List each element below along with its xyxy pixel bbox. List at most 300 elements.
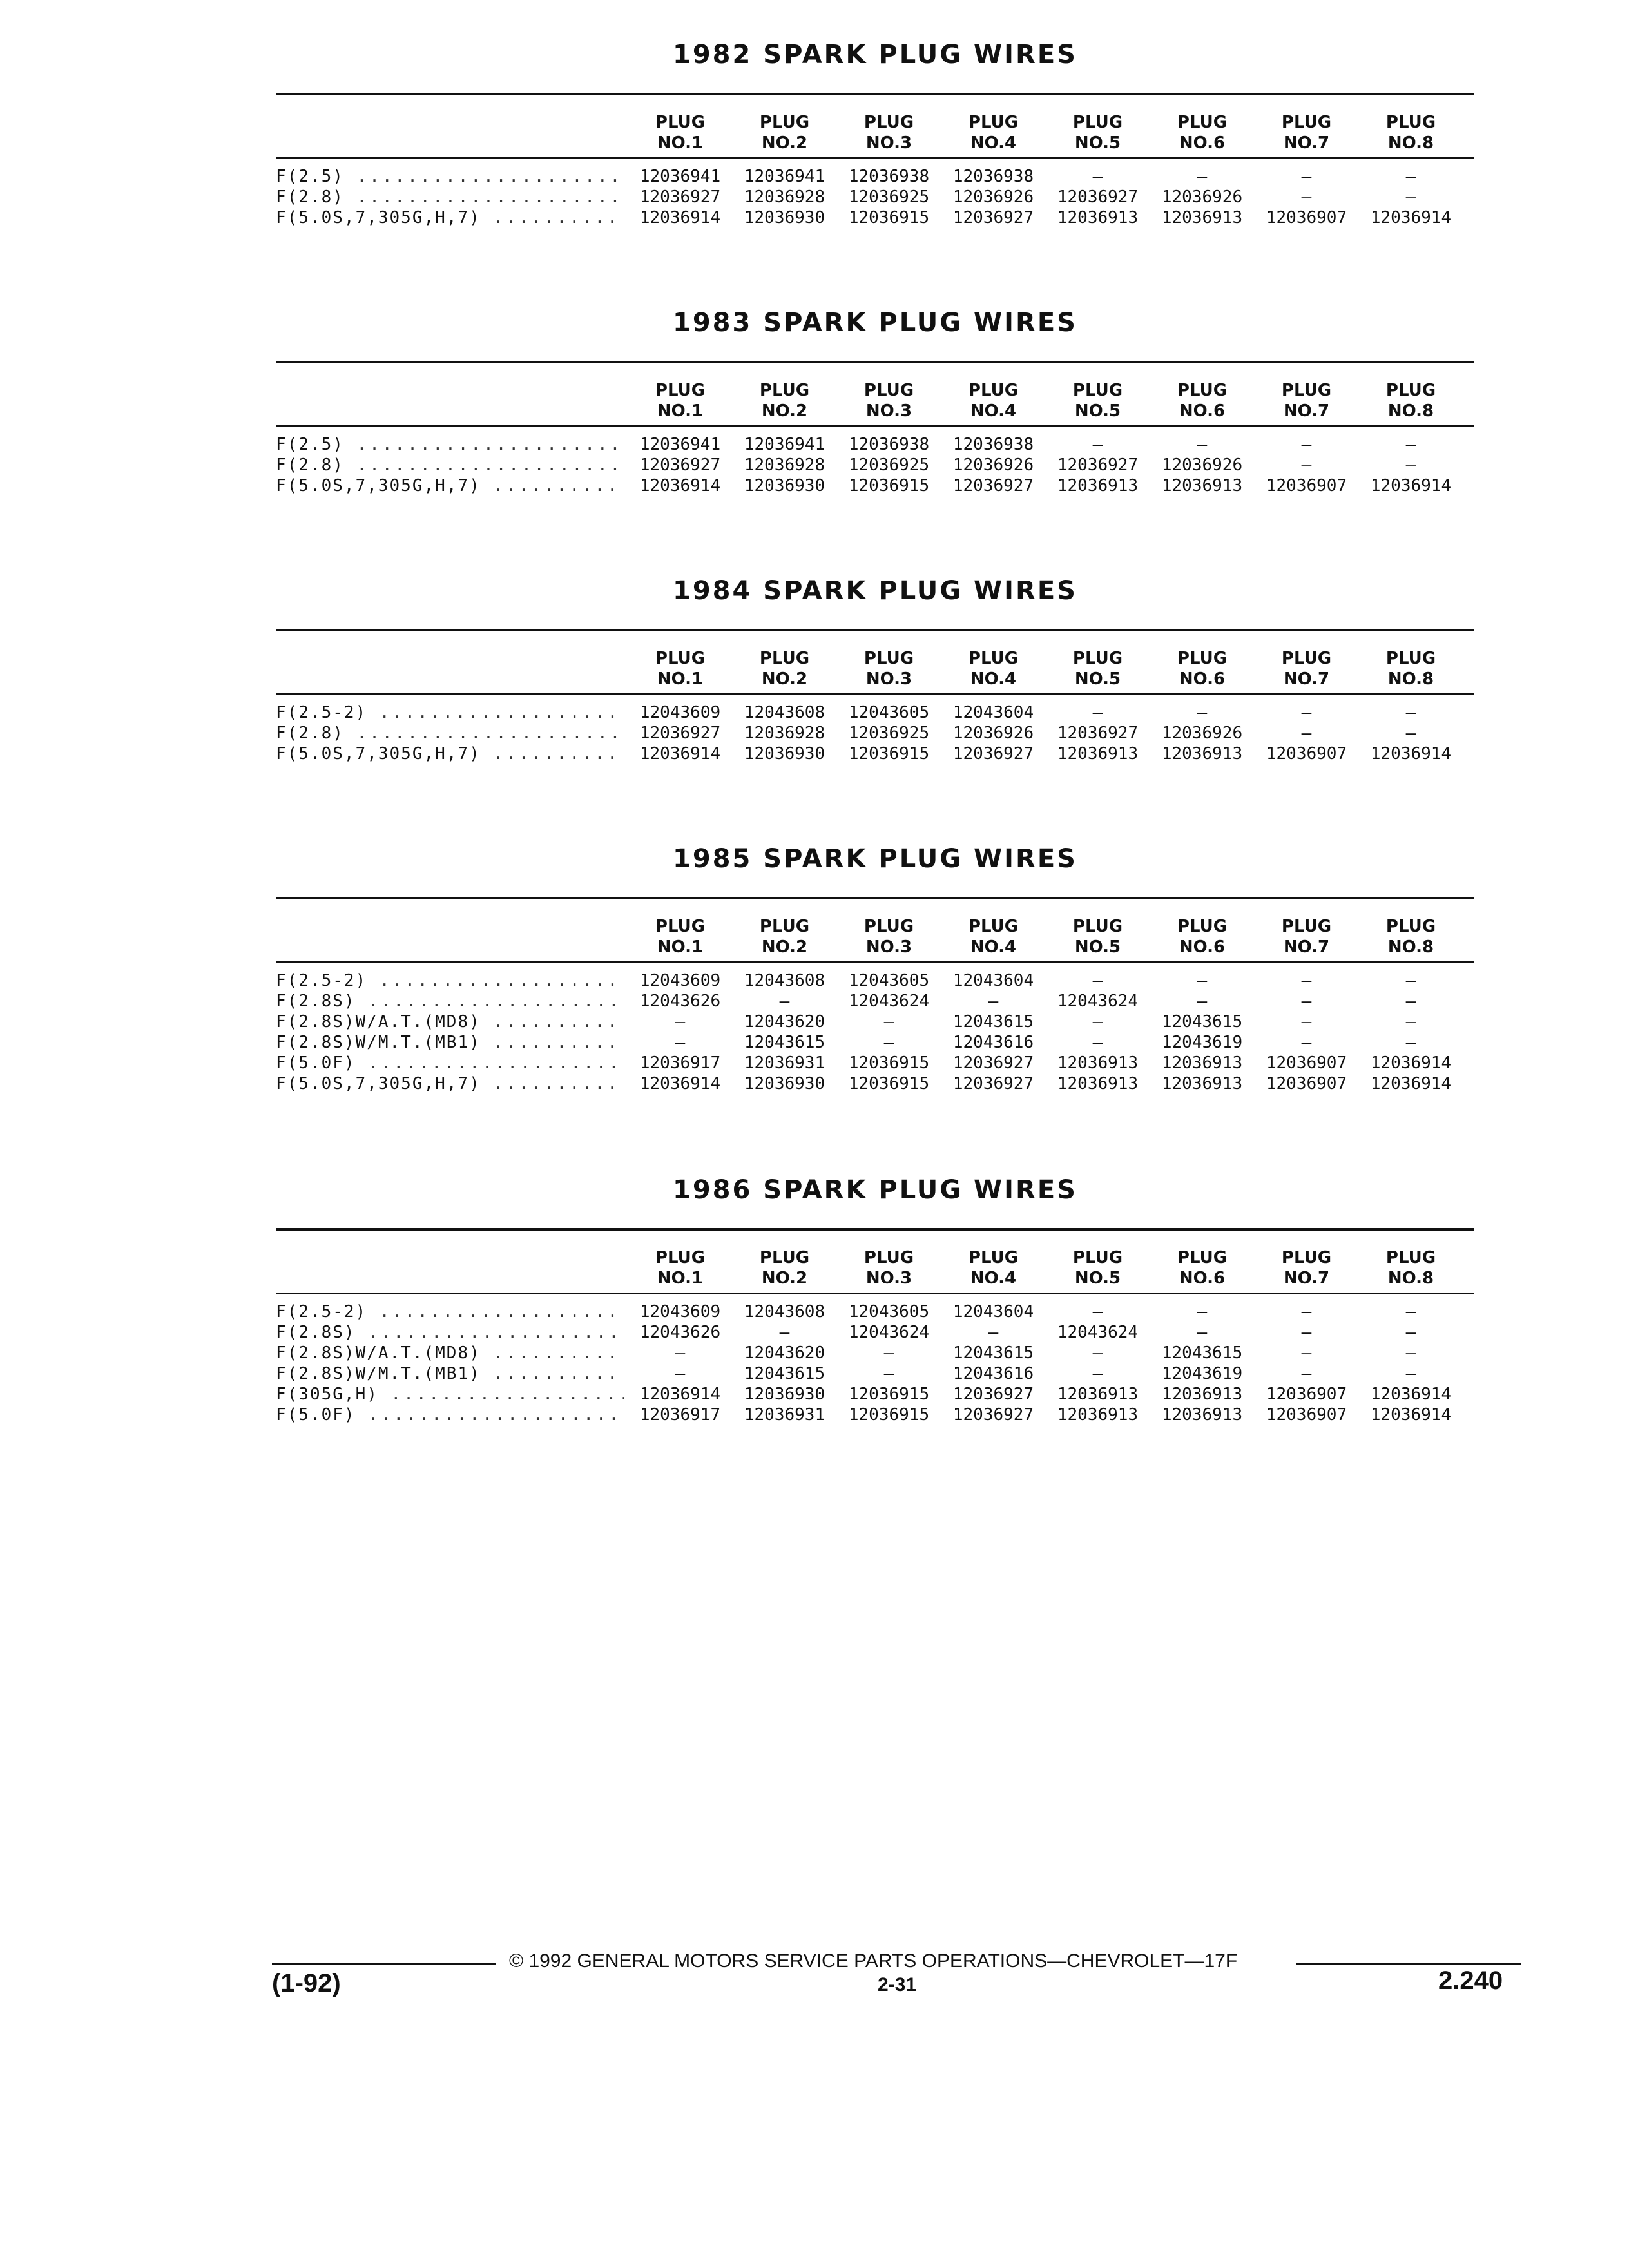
plug-header-bottom: NO.1	[657, 669, 704, 689]
part-number-cell: 12036914	[1370, 208, 1452, 227]
part-number-cell: —	[1405, 1364, 1416, 1383]
part-number-cell: 12036915	[848, 476, 930, 495]
section-rule	[276, 629, 1474, 631]
plug-header-6	[1149, 1247, 1255, 1289]
part-number-cell: —	[1301, 456, 1312, 475]
part-number-cell: 12036925	[848, 187, 930, 207]
plug-header-bottom: NO.8	[1387, 937, 1434, 957]
row-label: F(2.8S) .....	[276, 991, 624, 1012]
plug-header-7	[1253, 1247, 1360, 1289]
part-number-cell: 12036917	[639, 1405, 721, 1425]
part-number-cell: 12036931	[744, 1053, 825, 1073]
table-row	[276, 1302, 1474, 1322]
plug-header-bottom: NO.8	[1387, 669, 1434, 689]
plug-header-top: PLUG	[1072, 1248, 1123, 1267]
table-row	[276, 1384, 1474, 1405]
row-label: F(2.8S) .....	[276, 1322, 624, 1343]
part-number-cell: —	[1405, 456, 1416, 475]
part-number-cell: 12043604	[952, 703, 1034, 722]
plug-header-1	[627, 648, 733, 689]
rows	[276, 434, 1474, 496]
section-title: 1986 SPARK PLUG WIRES	[673, 1175, 1077, 1205]
part-number-cell: —	[1197, 703, 1208, 722]
plug-header-top: PLUG	[1385, 917, 1436, 936]
part-number-cell: —	[1405, 1323, 1416, 1342]
part-number-cell: 12036928	[744, 187, 825, 207]
row-label: F(5.0F) .....	[276, 1405, 624, 1425]
plug-header-top: PLUG	[1385, 1248, 1436, 1267]
plug-header-bottom: NO.7	[1283, 937, 1330, 957]
part-number-cell: 12036938	[848, 167, 930, 186]
plug-header-8	[1358, 380, 1464, 421]
part-number-cell: —	[1405, 187, 1416, 207]
rows	[276, 166, 1474, 228]
part-number-cell: —	[1197, 992, 1208, 1011]
plug-header-bottom: NO.3	[865, 1269, 912, 1288]
part-number-cell: 12036927	[952, 208, 1034, 227]
plug-header-bottom: NO.1	[657, 401, 704, 421]
plug-header-row	[276, 112, 1474, 157]
table-row	[276, 207, 1474, 228]
date-code: (1-92)	[272, 1969, 341, 1997]
table-row	[276, 1363, 1474, 1384]
table-row	[276, 455, 1474, 476]
table-row	[276, 166, 1474, 187]
row-label: F(2.5) .....	[276, 166, 624, 187]
plug-header-top: PLUG	[1177, 917, 1228, 936]
plug-header-top: PLUG	[1072, 113, 1123, 132]
row-label: F(2.8S)W/A.T.(MD8) .....	[276, 1343, 624, 1363]
part-number-cell: 12036925	[848, 456, 930, 475]
plug-header-top: PLUG	[1177, 381, 1228, 400]
plug-header-1	[627, 1247, 733, 1289]
section-rule	[276, 93, 1474, 95]
plug-header-7	[1253, 916, 1360, 957]
part-number-cell: 12036938	[952, 435, 1034, 454]
table-row	[276, 1012, 1474, 1032]
part-number-cell: 12036915	[848, 1053, 930, 1073]
table-row	[276, 1343, 1474, 1363]
plug-header-row	[276, 1247, 1474, 1293]
plug-header-bottom: NO.2	[761, 669, 808, 689]
plug-header-4	[940, 916, 1046, 957]
part-number-cell: —	[1092, 1033, 1103, 1052]
part-number-cell: —	[1405, 1343, 1416, 1363]
plug-header-row	[276, 380, 1474, 425]
part-number-cell: 12036930	[744, 744, 825, 764]
page-number: 2-31	[878, 1974, 917, 1995]
row-label: F(5.0S,7,305G,H,7) .....	[276, 207, 624, 228]
plug-header-bottom: NO.3	[865, 937, 912, 957]
part-number-cell: 12043605	[848, 703, 930, 722]
part-number-cell: —	[1301, 167, 1312, 186]
rows	[276, 970, 1474, 1094]
part-number-cell: —	[1197, 1302, 1208, 1321]
plug-header-top: PLUG	[759, 917, 810, 936]
part-number-cell: 12036913	[1161, 1385, 1243, 1404]
plug-header-top: PLUG	[1281, 917, 1332, 936]
plug-header-bottom: NO.2	[761, 1269, 808, 1288]
part-number-cell: 12036914	[639, 1385, 721, 1404]
part-number-cell: 12036914	[1370, 1074, 1452, 1093]
part-number-cell: 12036907	[1266, 1053, 1347, 1073]
part-number-cell: 12036925	[848, 724, 930, 743]
plug-header-bottom: NO.8	[1387, 401, 1434, 421]
plug-header-bottom: NO.8	[1387, 1269, 1434, 1288]
part-number-cell: 12036930	[744, 1385, 825, 1404]
part-number-cell: 12043615	[952, 1012, 1034, 1032]
part-number-cell: —	[675, 1033, 686, 1052]
plug-header-bottom: NO.5	[1074, 937, 1121, 957]
plug-header-bottom: NO.5	[1074, 401, 1121, 421]
part-number-cell: 12036917	[639, 1053, 721, 1073]
plug-header-bottom: NO.5	[1074, 669, 1121, 689]
part-number-cell: 12036913	[1161, 1074, 1243, 1093]
part-number-cell: —	[1301, 1364, 1312, 1383]
part-number-cell: —	[1092, 971, 1103, 990]
plug-header-5	[1045, 112, 1151, 153]
row-label: F(305G,H) .....	[276, 1384, 624, 1405]
header-rule	[276, 693, 1474, 695]
plug-header-2	[731, 916, 838, 957]
table-row	[276, 744, 1474, 764]
part-number-cell: 12043608	[744, 1302, 825, 1321]
plug-header-top: PLUG	[968, 917, 1019, 936]
part-number-cell: 12036930	[744, 476, 825, 495]
plug-header-bottom: NO.8	[1387, 133, 1434, 153]
plug-header-top: PLUG	[655, 649, 706, 668]
part-number-cell: 12043626	[639, 1323, 721, 1342]
part-number-cell: 12036915	[848, 208, 930, 227]
plug-header-3	[836, 112, 942, 153]
part-number-cell: 12036913	[1057, 208, 1139, 227]
part-number-cell: 12043605	[848, 971, 930, 990]
plug-header-3	[836, 1247, 942, 1289]
part-number-cell: —	[1197, 1323, 1208, 1342]
rows	[276, 1302, 1474, 1425]
part-number-cell: —	[1092, 1364, 1103, 1383]
part-number-cell: 12036927	[639, 456, 721, 475]
part-number-cell: —	[1092, 1012, 1103, 1032]
part-number-cell: 12036914	[1370, 1405, 1452, 1425]
plug-header-top: PLUG	[1177, 649, 1228, 668]
plug-header-bottom: NO.6	[1179, 133, 1226, 153]
part-number-cell: 12036930	[744, 208, 825, 227]
table-row	[276, 723, 1474, 744]
plug-header-bottom: NO.7	[1283, 669, 1330, 689]
table-row	[276, 187, 1474, 207]
part-number-cell: 12036913	[1057, 476, 1139, 495]
part-number-cell: 12036928	[744, 456, 825, 475]
part-number-cell: 12036914	[639, 476, 721, 495]
part-number-cell: 12036926	[1161, 187, 1243, 207]
row-label: F(2.8S)W/M.T.(MB1) .....	[276, 1032, 624, 1053]
part-number-cell: —	[883, 1033, 894, 1052]
plug-header-8	[1358, 112, 1464, 153]
part-number-cell: 12043619	[1161, 1364, 1243, 1383]
part-number-cell: 12036927	[952, 1053, 1034, 1073]
part-number-cell: 12036938	[952, 167, 1034, 186]
part-number-cell: 12043626	[639, 992, 721, 1011]
part-number-cell: —	[1092, 1343, 1103, 1363]
plug-header-7	[1253, 648, 1360, 689]
plug-header-bottom: NO.7	[1283, 401, 1330, 421]
row-label: F(2.5-2) .....	[276, 1302, 624, 1322]
section-number: 2.240	[1438, 1966, 1503, 1995]
part-number-cell: 12043604	[952, 971, 1034, 990]
plug-header-5	[1045, 648, 1151, 689]
part-number-cell: —	[883, 1012, 894, 1032]
plug-header-top: PLUG	[1072, 649, 1123, 668]
plug-header-top: PLUG	[968, 381, 1019, 400]
part-number-cell: 12043615	[1161, 1012, 1243, 1032]
part-number-cell: —	[675, 1343, 686, 1363]
part-number-cell: 12036913	[1161, 744, 1243, 764]
plug-header-4	[940, 1247, 1046, 1289]
section-title: 1982 SPARK PLUG WIRES	[673, 40, 1077, 70]
plug-header-2	[731, 648, 838, 689]
plug-header-top: PLUG	[1072, 917, 1123, 936]
plug-header-8	[1358, 1247, 1464, 1289]
plug-header-top: PLUG	[968, 113, 1019, 132]
part-number-cell: 12036926	[952, 724, 1034, 743]
plug-header-top: PLUG	[759, 381, 810, 400]
part-number-cell: 12036914	[1370, 1385, 1452, 1404]
part-number-cell: —	[988, 992, 999, 1011]
part-number-cell: 12036927	[1057, 187, 1139, 207]
part-number-cell: 12036927	[1057, 724, 1139, 743]
part-number-cell: —	[1405, 992, 1416, 1011]
part-number-cell: 12036927	[639, 724, 721, 743]
plug-header-bottom: NO.4	[970, 669, 1017, 689]
part-number-cell: 12043609	[639, 1302, 721, 1321]
part-number-cell: 12036931	[744, 1405, 825, 1425]
part-number-cell: 12036928	[744, 724, 825, 743]
plug-header-top: PLUG	[968, 649, 1019, 668]
part-number-cell: 12036913	[1161, 476, 1243, 495]
part-number-cell: —	[1301, 187, 1312, 207]
part-number-cell: —	[1405, 1012, 1416, 1032]
table-row	[276, 1032, 1474, 1053]
plug-header-top: PLUG	[655, 381, 706, 400]
table-row	[276, 1053, 1474, 1073]
plug-header-7	[1253, 380, 1360, 421]
part-number-cell: 12036914	[1370, 1053, 1452, 1073]
header-rule	[276, 1293, 1474, 1294]
part-number-cell: —	[1092, 167, 1103, 186]
part-number-cell: —	[1405, 1302, 1416, 1321]
plug-header-5	[1045, 916, 1151, 957]
plug-header-bottom: NO.7	[1283, 1269, 1330, 1288]
part-number-cell: 12036930	[744, 1074, 825, 1093]
plug-header-top: PLUG	[1281, 381, 1332, 400]
part-number-cell: 12036913	[1161, 1405, 1243, 1425]
part-number-cell: 12043616	[952, 1364, 1034, 1383]
plug-header-top: PLUG	[863, 381, 914, 400]
part-number-cell: 12036927	[952, 1074, 1034, 1093]
part-number-cell: 12036926	[1161, 724, 1243, 743]
plug-header-top: PLUG	[1177, 113, 1228, 132]
plug-header-top: PLUG	[655, 917, 706, 936]
plug-header-bottom: NO.3	[865, 133, 912, 153]
part-number-cell: —	[1092, 435, 1103, 454]
part-number-cell: 12036913	[1057, 1405, 1139, 1425]
part-number-cell: —	[1092, 703, 1103, 722]
plug-header-8	[1358, 648, 1464, 689]
footer-rule-left	[272, 1963, 496, 1965]
part-number-cell: 12036927	[952, 476, 1034, 495]
part-number-cell: 12036926	[952, 456, 1034, 475]
part-number-cell: —	[1301, 1012, 1312, 1032]
row-label: F(2.5-2) .....	[276, 702, 624, 723]
row-label: F(2.8) .....	[276, 187, 624, 207]
part-number-cell: 12036941	[639, 167, 721, 186]
part-number-cell: —	[1301, 971, 1312, 990]
part-number-cell: 12036926	[952, 187, 1034, 207]
part-number-cell: 12036927	[639, 187, 721, 207]
part-number-cell: 12036914	[639, 1074, 721, 1093]
table-row	[276, 702, 1474, 723]
plug-header-top: PLUG	[655, 1248, 706, 1267]
plug-header-bottom: NO.6	[1179, 937, 1226, 957]
part-number-cell: 12043624	[1057, 1323, 1139, 1342]
part-number-cell: 12036915	[848, 1385, 930, 1404]
plug-header-4	[940, 648, 1046, 689]
part-number-cell: —	[1405, 167, 1416, 186]
table-row	[276, 970, 1474, 991]
table-row	[276, 434, 1474, 455]
part-number-cell: —	[1197, 971, 1208, 990]
part-number-cell: —	[1301, 703, 1312, 722]
section-title: 1985 SPARK PLUG WIRES	[673, 844, 1077, 874]
part-number-cell: —	[1301, 1033, 1312, 1052]
plug-header-top: PLUG	[1385, 649, 1436, 668]
table-row	[276, 1322, 1474, 1343]
table-row	[276, 1073, 1474, 1094]
section-rule	[276, 361, 1474, 363]
plug-header-2	[731, 1247, 838, 1289]
part-number-cell: 12036913	[1057, 1074, 1139, 1093]
part-number-cell: 12043620	[744, 1012, 825, 1032]
plug-header-3	[836, 380, 942, 421]
part-number-cell: 12043624	[1057, 992, 1139, 1011]
plug-header-1	[627, 916, 733, 957]
footer-rule-right	[1296, 1963, 1521, 1965]
part-number-cell: 12036907	[1266, 744, 1347, 764]
header-rule	[276, 157, 1474, 159]
plug-header-top: PLUG	[1177, 1248, 1228, 1267]
plug-header-bottom: NO.4	[970, 401, 1017, 421]
part-number-cell: 12036907	[1266, 1405, 1347, 1425]
part-number-cell: 12036941	[744, 167, 825, 186]
row-label: F(5.0S,7,305G,H,7) .....	[276, 744, 624, 764]
plug-header-6	[1149, 648, 1255, 689]
plug-header-bottom: NO.2	[761, 937, 808, 957]
part-number-cell: —	[1301, 992, 1312, 1011]
part-number-cell: 12043609	[639, 703, 721, 722]
part-number-cell: —	[1092, 1302, 1103, 1321]
plug-header-top: PLUG	[759, 113, 810, 132]
part-number-cell: —	[1197, 435, 1208, 454]
part-number-cell: 12043615	[744, 1364, 825, 1383]
part-number-cell: 12043608	[744, 703, 825, 722]
plug-header-bottom: NO.4	[970, 133, 1017, 153]
row-label: F(2.8S)W/M.T.(MB1) .....	[276, 1363, 624, 1384]
part-number-cell: —	[1301, 724, 1312, 743]
part-number-cell: 12036907	[1266, 476, 1347, 495]
plug-header-top: PLUG	[863, 649, 914, 668]
rows	[276, 702, 1474, 764]
part-number-cell: 12036913	[1057, 1385, 1139, 1404]
plug-header-6	[1149, 916, 1255, 957]
plug-header-bottom: NO.7	[1283, 133, 1330, 153]
part-number-cell: 12036927	[1057, 456, 1139, 475]
plug-header-bottom: NO.3	[865, 401, 912, 421]
part-number-cell: —	[883, 1343, 894, 1363]
part-number-cell: 12043616	[952, 1033, 1034, 1052]
part-number-cell: 12043620	[744, 1343, 825, 1363]
plug-header-bottom: NO.1	[657, 133, 704, 153]
plug-header-top: PLUG	[863, 917, 914, 936]
plug-header-top: PLUG	[863, 1248, 914, 1267]
plug-header-top: PLUG	[1385, 381, 1436, 400]
section-title: 1984 SPARK PLUG WIRES	[673, 576, 1077, 606]
plug-header-8	[1358, 916, 1464, 957]
plug-header-bottom: NO.6	[1179, 401, 1226, 421]
part-number-cell: —	[1405, 703, 1416, 722]
part-number-cell: 12036914	[639, 744, 721, 764]
part-number-cell: 12036913	[1161, 208, 1243, 227]
part-number-cell: 12036914	[1370, 476, 1452, 495]
plug-header-top: PLUG	[1281, 113, 1332, 132]
part-number-cell: —	[1301, 1302, 1312, 1321]
plug-header-6	[1149, 380, 1255, 421]
plug-header-4	[940, 380, 1046, 421]
plug-header-top: PLUG	[1072, 381, 1123, 400]
plug-header-1	[627, 112, 733, 153]
plug-header-bottom: NO.6	[1179, 1269, 1226, 1288]
part-number-cell: 12043609	[639, 971, 721, 990]
plug-header-row	[276, 916, 1474, 961]
part-number-cell: —	[1301, 1343, 1312, 1363]
part-number-cell: 12043615	[1161, 1343, 1243, 1363]
table-row	[276, 991, 1474, 1012]
part-number-cell: —	[1301, 435, 1312, 454]
plug-header-2	[731, 112, 838, 153]
part-number-cell: 12036914	[1370, 744, 1452, 764]
part-number-cell: —	[675, 1364, 686, 1383]
plug-header-bottom: NO.4	[970, 1269, 1017, 1288]
part-number-cell: —	[779, 992, 790, 1011]
row-label: F(2.8) .....	[276, 455, 624, 476]
plug-header-6	[1149, 112, 1255, 153]
part-number-cell: —	[1405, 724, 1416, 743]
part-number-cell: 12036938	[848, 435, 930, 454]
part-number-cell: 12036926	[1161, 456, 1243, 475]
part-number-cell: 12036907	[1266, 1385, 1347, 1404]
header-rule	[276, 425, 1474, 427]
section-rule	[276, 897, 1474, 899]
part-number-cell: —	[1405, 435, 1416, 454]
part-number-cell: 12036907	[1266, 1074, 1347, 1093]
plug-header-top: PLUG	[1281, 649, 1332, 668]
part-number-cell: 12036914	[639, 208, 721, 227]
row-label: F(5.0S,7,305G,H,7) .....	[276, 476, 624, 496]
row-label: F(5.0S,7,305G,H,7) .....	[276, 1073, 624, 1094]
plug-header-top: PLUG	[968, 1248, 1019, 1267]
plug-header-bottom: NO.5	[1074, 133, 1121, 153]
row-label: F(2.8S)W/A.T.(MD8) .....	[276, 1012, 624, 1032]
